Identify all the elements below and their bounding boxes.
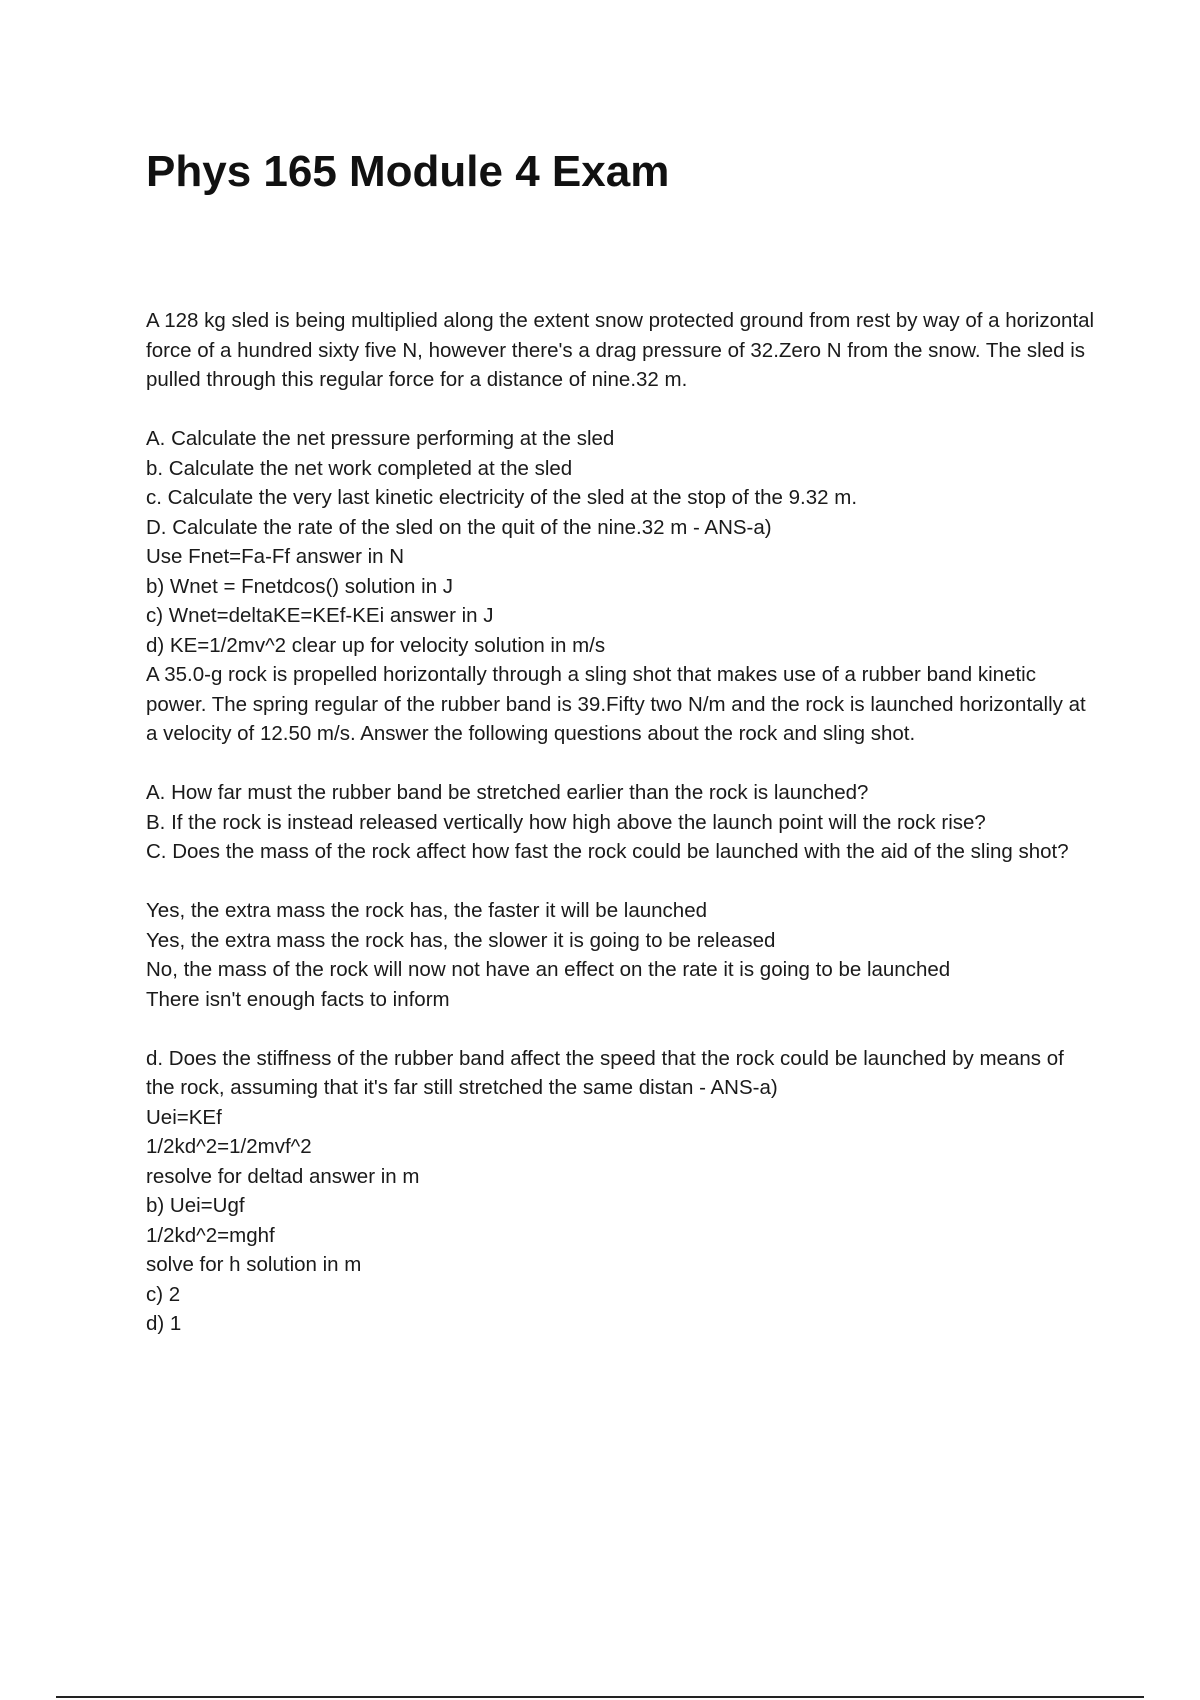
question-2-option-2: Yes, the extra mass the rock has, the slower it is going to be released: [146, 928, 776, 952]
question-2-answer-line-6: solve for h solution in m: [146, 1253, 362, 1276]
question-2-answer-line-2: 1/2kd^2=1/2mvf^2: [146, 1135, 312, 1158]
question-2-answer-line-5: 1/2kd^2=mghf: [146, 1223, 275, 1247]
question-1-part-d: D. Calculate the rate of the sled on the quit of the nine.32 m - ANS-a): [146, 515, 772, 539]
question-2-answer-line-1: Uei=KEf: [146, 1105, 222, 1129]
question-1-answer-b: b) Wnet = Fnetdcos() solution in J: [146, 574, 454, 598]
question-1-part-c: c. Calculate the very last kinetic electricity of the sled at the stop of the 9.32 m.: [146, 486, 858, 509]
question-1-answer-c: c) Wnet=deltaKE=KEf-KEi answer in J: [146, 604, 494, 627]
question-2-option-1: Yes, the extra mass the rock has, the faster it will be launched: [146, 899, 708, 922]
document-body: [146, 306, 1096, 1339]
question-2-option-4: There isn't enough facts to inform: [146, 987, 450, 1011]
question-2-answer-line-8: d) 1: [146, 1312, 182, 1335]
page-title: Phys 165 Module 4 Exam: [146, 147, 670, 196]
page-bottom-divider: [56, 1696, 1144, 1698]
spacer: [146, 749, 1096, 779]
spacer: [146, 867, 1096, 897]
question-2-answer-line-3: resolve for deltad answer in m: [146, 1164, 420, 1188]
question-2-answer-line-7: c) 2: [146, 1282, 181, 1306]
spacer: [146, 1014, 1096, 1044]
question-2-part-a: A. How far must the rubber band be stretched earlier than the rock is launched?: [146, 781, 869, 804]
question-2-stem: A 35.0-g rock is propelled horizontally through a sling shot that makes use of a rubber band kinetic power. The spring regular of the rubber band is 39.Fifty two N/m and the rock is launched horizontally at a velocity of 12.50 m/s. Answer the following questions about the rock and sling shot.: [146, 663, 1086, 745]
spacer: [146, 395, 1096, 425]
question-2-part-b: B. If the rock is instead released vertically how high above the launch point will the rock rise?: [146, 810, 986, 834]
question-2-option-3: No, the mass of the rock will now not have an effect on the rate it is going to be launched: [146, 958, 951, 981]
question-1-part-b: b. Calculate the net work completed at the sled: [146, 456, 573, 480]
question-2-answer-line-4: b) Uei=Ugf: [146, 1194, 245, 1217]
question-1-answer-d: d) KE=1/2mv^2 clear up for velocity solution in m/s: [146, 633, 606, 657]
question-2-part-d: d. Does the stiffness of the rubber band affect the speed that the rock could be launched by means of the rock, assuming that it's far still stretched the same distan - ANS-a): [146, 1046, 1064, 1099]
question-1-answer-a: Use Fnet=Fa-Ff answer in N: [146, 545, 405, 568]
question-1-stem: A 128 kg sled is being multiplied along the extent snow protected ground from rest by way of a horizontal force of a hundred sixty five N, however there's a drag pressure of 32.Zero N from the snow. The sled is pulled through this regular force for a distance of nine.32 m.: [146, 309, 1095, 391]
question-2-part-c: C. Does the mass of the rock affect how fast the rock could be launched with the aid of the sling shot?: [146, 840, 1069, 863]
question-1-part-a: A. Calculate the net pressure performing at the sled: [146, 427, 615, 450]
